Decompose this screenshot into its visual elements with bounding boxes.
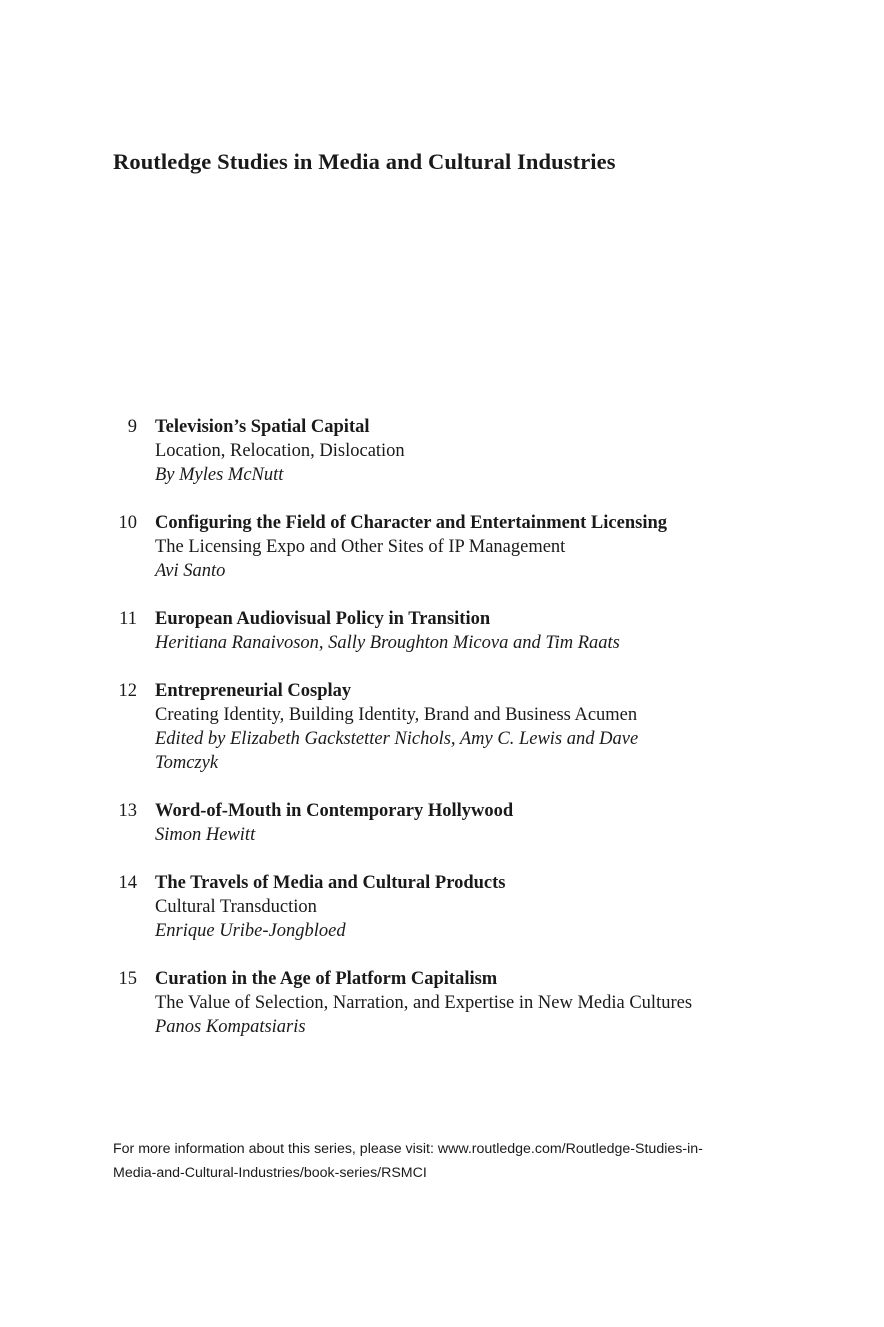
series-title: Routledge Studies in Media and Cultural Industries — [113, 149, 616, 174]
book-number: 12 — [118, 681, 137, 701]
book-subtitle: Creating Identity, Building Identity, Brand and Business Acumen — [155, 705, 638, 725]
book-number: 15 — [118, 969, 137, 989]
book-number: 14 — [118, 873, 137, 893]
book-title: Configuring the Field of Character and Entertainment Licensing — [155, 513, 667, 533]
series-info-line: Media-and-Cultural-Industries/book-series/RSMCI — [113, 1165, 427, 1181]
book-subtitle: Cultural Transduction — [155, 897, 317, 917]
book-number: 10 — [118, 513, 137, 533]
book-number: 11 — [119, 609, 137, 629]
book-title: The Travels of Media and Cultural Products — [155, 873, 506, 893]
book-list — [105, 415, 845, 1063]
book-author: Simon Hewitt — [155, 825, 256, 845]
book-author: Heritiana Ranaivoson, Sally Broughton Micova and Tim Raats — [155, 633, 620, 653]
book-author: Avi Santo — [155, 561, 226, 581]
book-entry-11 — [105, 607, 845, 655]
book-number: 13 — [118, 801, 137, 821]
book-entry-9 — [105, 415, 845, 487]
book-subtitle: Location, Relocation, Dislocation — [155, 441, 405, 461]
book-title: Curation in the Age of Platform Capitalism — [155, 969, 498, 989]
book-title: Entrepreneurial Cosplay — [155, 681, 352, 701]
book-title: European Audiovisual Policy in Transition — [155, 609, 491, 629]
book-entry-15 — [105, 967, 845, 1039]
book-title: Word-of-Mouth in Contemporary Hollywood — [155, 801, 514, 821]
book-entry-13 — [105, 799, 845, 847]
book-entry-10 — [105, 511, 845, 583]
book-subtitle: The Value of Selection, Narration, and Expertise in New Media Cultures — [155, 993, 693, 1013]
book-author: Edited by Elizabeth Gackstetter Nichols, Amy C. Lewis and Dave Tomczyk — [155, 729, 639, 773]
book-number: 9 — [127, 417, 137, 437]
book-author: Panos Kompatsiaris — [155, 1017, 306, 1037]
book-author: Enrique Uribe-Jongbloed — [155, 921, 346, 941]
book-title: Television’s Spatial Capital — [155, 417, 370, 437]
book-entry-12 — [105, 679, 845, 775]
book-author: By Myles McNutt — [155, 465, 284, 485]
series-info — [113, 1137, 793, 1185]
series-info-line: For more information about this series, please visit: www.routledge.com/Routledge-Studies-in- — [113, 1141, 703, 1157]
book-subtitle: The Licensing Expo and Other Sites of IP Management — [155, 537, 566, 557]
book-entry-14 — [105, 871, 845, 943]
